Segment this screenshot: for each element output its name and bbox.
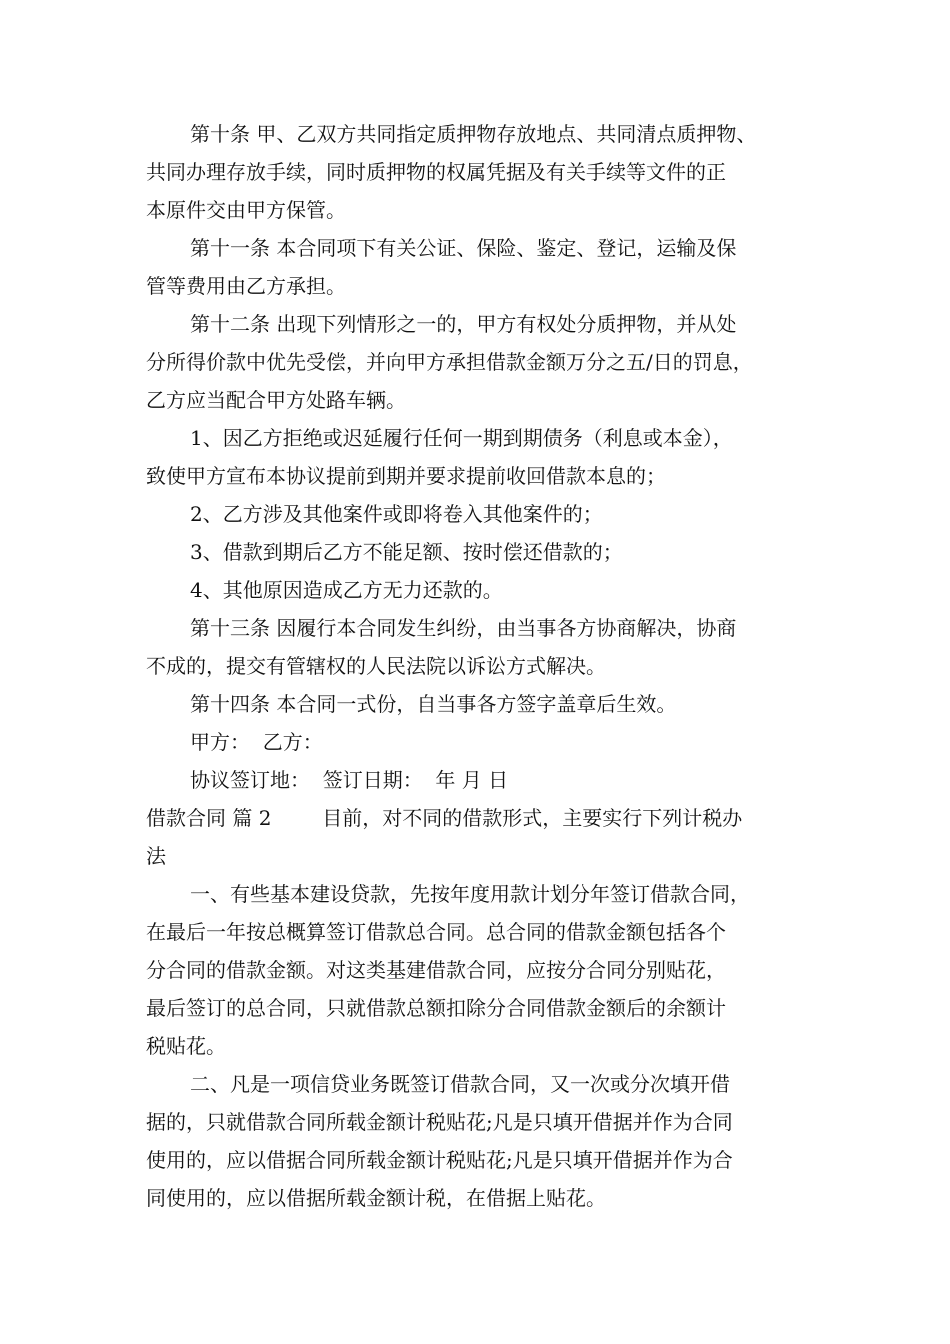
text-line: 一、有些基本建设贷款，先按年度用款计划分年签订借款合同， [190,882,750,906]
text-line: 甲方： 乙方： [190,730,323,754]
text-line: 致使甲方宣布本协议提前到期并要求提前收回借款本息的； [146,464,666,488]
text-line: 本原件交由甲方保管。 [146,198,346,222]
text-line: 3、借款到期后乙方不能足额、按时偿还借款的； [190,540,623,564]
text-line: 协议签订地： 签订日期： 年 月 日 [190,768,509,792]
text-line: 管等费用由乙方承担。 [146,274,346,298]
text-line: 1、因乙方拒绝或迟延履行任何一期到期债务（利息或本金）， [190,426,733,450]
text-line: 不成的，提交有管辖权的人民法院以诉讼方式解决。 [146,654,606,678]
text-line: 第十条 甲、乙双方共同指定质押物存放地点、共同清点质押物、 [190,122,757,146]
text-line: 4、其他原因造成乙方无力还款的。 [190,578,503,602]
text-line: 税贴花。 [146,1034,226,1058]
text-line: 据的，只就借款合同所载金额计税贴花;凡是只填开借据并作为合同 [146,1110,733,1134]
text-line: 乙方应当配合甲方处路车辆。 [146,388,406,412]
text-line: 最后签订的总合同，只就借款总额扣除分合同借款金额后的余额计 [146,996,726,1020]
text-line: 第十一条 本合同项下有关公证、保险、鉴定、登记，运输及保 [190,236,737,260]
text-line: 共同办理存放手续，同时质押物的权属凭据及有关手续等文件的正 [146,160,726,184]
text-line: 同使用的，应以借据所载金额计税，在借据上贴花。 [146,1186,606,1210]
section-heading-line: 借款合同 篇 2 目前，对不同的借款形式，主要实行下列计税办 [146,806,743,830]
text-line: 第十四条 本合同一式份，自当事各方签字盖章后生效。 [190,692,677,716]
text-line: 二、凡是一项信贷业务既签订借款合同，又一次或分次填开借 [190,1072,730,1096]
text-line: 使用的，应以借据合同所载金额计税贴花;凡是只填开借据并作为合 [146,1148,733,1172]
text-line: 分所得价款中优先受偿，并向甲方承担借款金额万分之五/日的罚息， [146,350,753,374]
text-line: 法 [146,844,166,868]
text-line: 分合同的借款金额。对这类基建借款合同，应按分合同分别贴花， [146,958,726,982]
text-line: 第十三条 因履行本合同发生纠纷，由当事各方协商解决，协商 [190,616,737,640]
text-line: 第十二条 出现下列情形之一的，甲方有权处分质押物，并从处 [190,312,737,336]
text-line: 在最后一年按总概算签订借款总合同。总合同的借款金额包括各个 [146,920,726,944]
text-line: 2、乙方涉及其他案件或即将卷入其他案件的； [190,502,603,526]
